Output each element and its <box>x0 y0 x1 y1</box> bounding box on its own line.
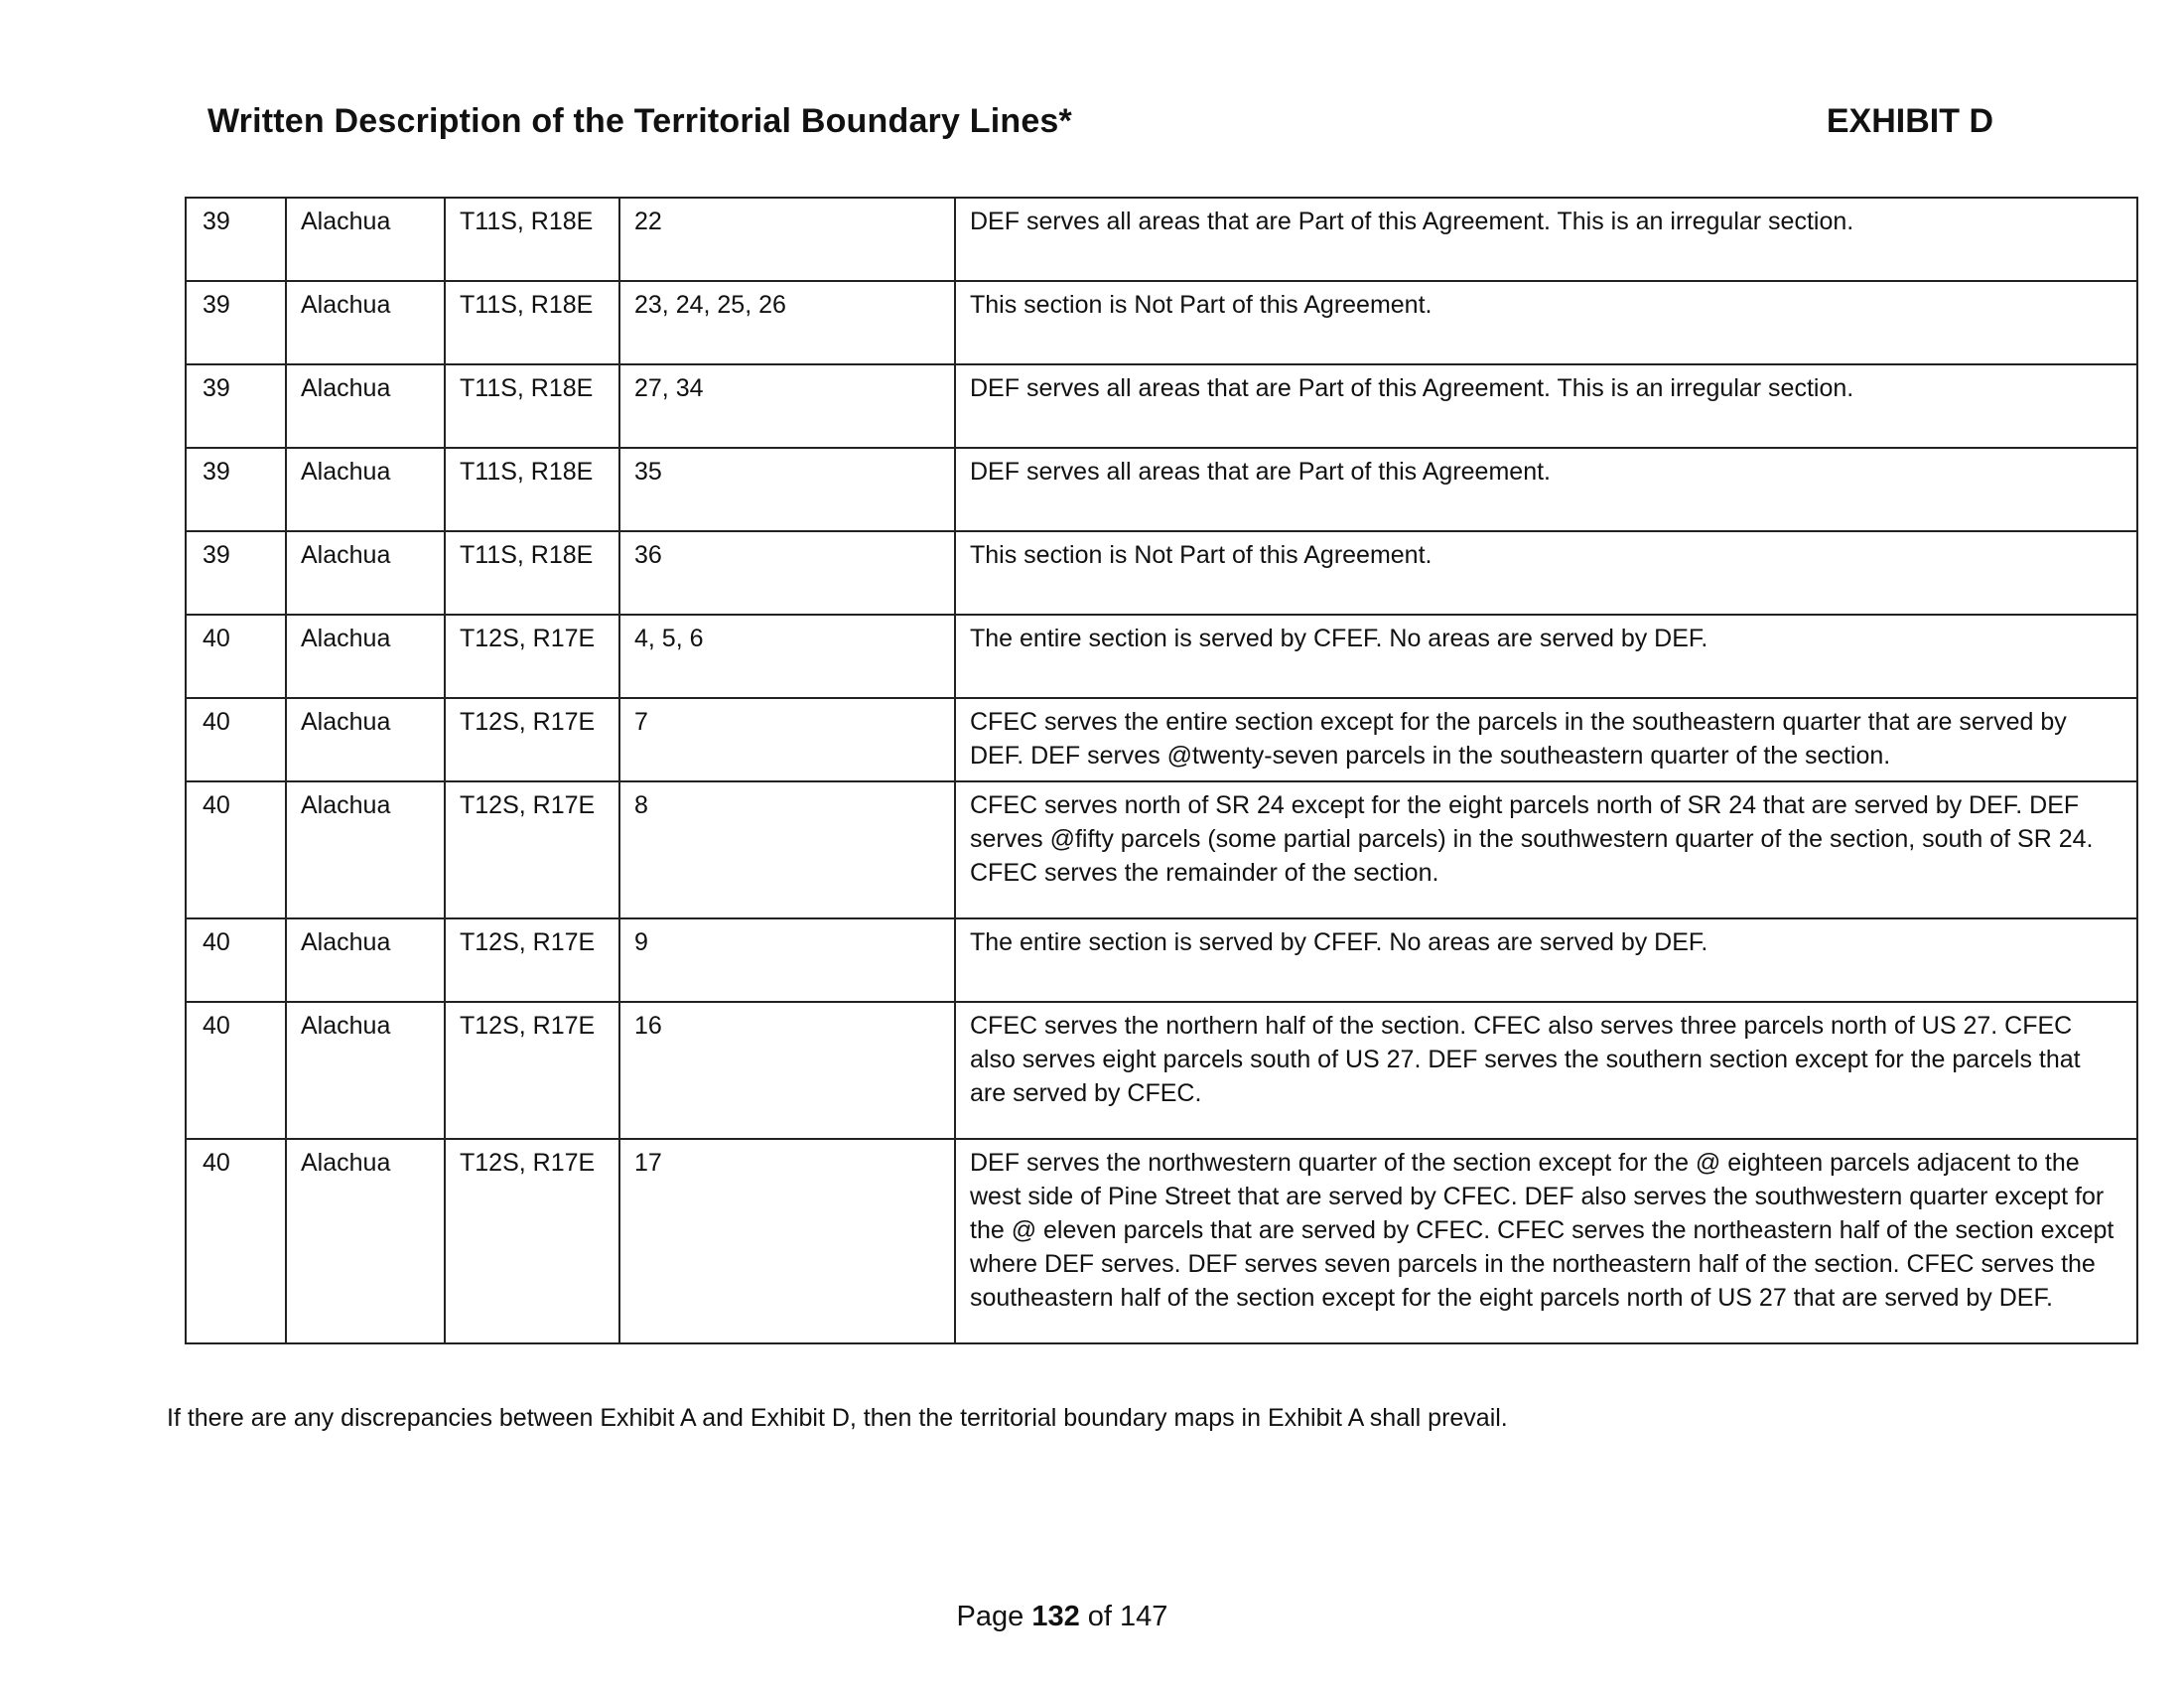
township-range-cell: T11S, R18E <box>445 364 619 448</box>
township-range-cell: T11S, R18E <box>445 448 619 531</box>
page-total: 147 <box>1120 1601 1168 1632</box>
region-cell: 40 <box>186 918 286 1002</box>
description-cell: DEF serves all areas that are Part of this Agreement. This is an irregular section. <box>955 364 2137 448</box>
region-cell: 39 <box>186 281 286 364</box>
county-cell: Alachua <box>286 781 445 918</box>
exhibit-label: EXHIBIT D <box>1826 102 1993 140</box>
table-row <box>186 1002 2137 1139</box>
table-row <box>186 198 2137 281</box>
region-cell: 40 <box>186 1002 286 1139</box>
description-cell: DEF serves all areas that are Part of this Agreement. This is an irregular section. <box>955 198 2137 281</box>
table-row <box>186 281 2137 364</box>
description-cell: The entire section is served by CFEF. No areas are served by DEF. <box>955 918 2137 1002</box>
sections-cell: 4, 5, 6 <box>619 615 955 698</box>
description-cell: CFEC serves north of SR 24 except for the eight parcels north of SR 24 that are served by DEF. DEF serves @fifty parcels (some partial parcels) in the southwestern quarter of the section, south of SR 24. CFEC serves the remainder of the section. <box>955 781 2137 918</box>
description-cell: CFEC serves the northern half of the section. CFEC also serves three parcels north of US 27. CFEC also serves eight parcels south of US 27. DEF serves the southern section except for the parcels that are served by CFEC. <box>955 1002 2137 1139</box>
county-cell: Alachua <box>286 1139 445 1343</box>
sections-cell: 23, 24, 25, 26 <box>619 281 955 364</box>
sections-cell: 17 <box>619 1139 955 1343</box>
county-cell: Alachua <box>286 281 445 364</box>
description-cell: The entire section is served by CFEF. No areas are served by DEF. <box>955 615 2137 698</box>
description-cell: This section is Not Part of this Agreement. <box>955 531 2137 615</box>
sections-cell: 8 <box>619 781 955 918</box>
description-cell: DEF serves all areas that are Part of this Agreement. <box>955 448 2137 531</box>
township-range-cell: T12S, R17E <box>445 615 619 698</box>
description-cell: CFEC serves the entire section except for the parcels in the southeastern quarter that are served by DEF. DEF serves @twenty-seven parcels in the southeastern quarter of the section. <box>955 698 2137 781</box>
description-cell: DEF serves the northwestern quarter of the section except for the @ eighteen parcels adjacent to the west side of Pine Street that are served by CFEC. DEF also serves the southwestern quarter except for the @ eleven parcels that are served by CFEC. CFEC serves the northeastern half of the section except where DEF serves. DEF serves seven parcels in the northeastern half of the section. CFEC serves the southeastern half of the section except for the eight parcels north of US 27 that are served by DEF. <box>955 1139 2137 1343</box>
table-row <box>186 698 2137 781</box>
sections-cell: 36 <box>619 531 955 615</box>
region-cell: 39 <box>186 198 286 281</box>
table-row <box>186 781 2137 918</box>
township-range-cell: T12S, R17E <box>445 918 619 1002</box>
table-row <box>186 1139 2137 1343</box>
township-range-cell: T12S, R17E <box>445 1002 619 1139</box>
page-number <box>0 1601 2124 1633</box>
table-body <box>186 198 2137 1343</box>
sections-cell: 22 <box>619 198 955 281</box>
page-current: 132 <box>1031 1601 1080 1632</box>
sections-cell: 35 <box>619 448 955 531</box>
document-title: Written Description of the Territorial Boundary Lines* <box>207 102 1072 140</box>
region-cell: 40 <box>186 781 286 918</box>
sections-cell: 16 <box>619 1002 955 1139</box>
boundary-table <box>185 197 2138 1344</box>
county-cell: Alachua <box>286 448 445 531</box>
region-cell: 39 <box>186 364 286 448</box>
description-cell: This section is Not Part of this Agreement. <box>955 281 2137 364</box>
region-cell: 40 <box>186 615 286 698</box>
county-cell: Alachua <box>286 364 445 448</box>
township-range-cell: T11S, R18E <box>445 198 619 281</box>
page-of: of <box>1087 1601 1112 1632</box>
township-range-cell: T12S, R17E <box>445 698 619 781</box>
table-row <box>186 364 2137 448</box>
county-cell: Alachua <box>286 698 445 781</box>
county-cell: Alachua <box>286 918 445 1002</box>
sections-cell: 7 <box>619 698 955 781</box>
township-range-cell: T12S, R17E <box>445 1139 619 1343</box>
sections-cell: 27, 34 <box>619 364 955 448</box>
county-cell: Alachua <box>286 531 445 615</box>
county-cell: Alachua <box>286 1002 445 1139</box>
discrepancy-footnote: If there are any discrepancies between Exhibit A and Exhibit D, then the territorial boundary maps in Exhibit A shall prevail. <box>167 1404 1508 1432</box>
region-cell: 40 <box>186 698 286 781</box>
table-row <box>186 615 2137 698</box>
township-range-cell: T11S, R18E <box>445 281 619 364</box>
township-range-cell: T12S, R17E <box>445 781 619 918</box>
county-cell: Alachua <box>286 198 445 281</box>
table-row <box>186 448 2137 531</box>
region-cell: 39 <box>186 531 286 615</box>
page-prefix: Page <box>956 1601 1024 1632</box>
table-row <box>186 531 2137 615</box>
township-range-cell: T11S, R18E <box>445 531 619 615</box>
region-cell: 39 <box>186 448 286 531</box>
county-cell: Alachua <box>286 615 445 698</box>
sections-cell: 9 <box>619 918 955 1002</box>
table-row <box>186 918 2137 1002</box>
region-cell: 40 <box>186 1139 286 1343</box>
